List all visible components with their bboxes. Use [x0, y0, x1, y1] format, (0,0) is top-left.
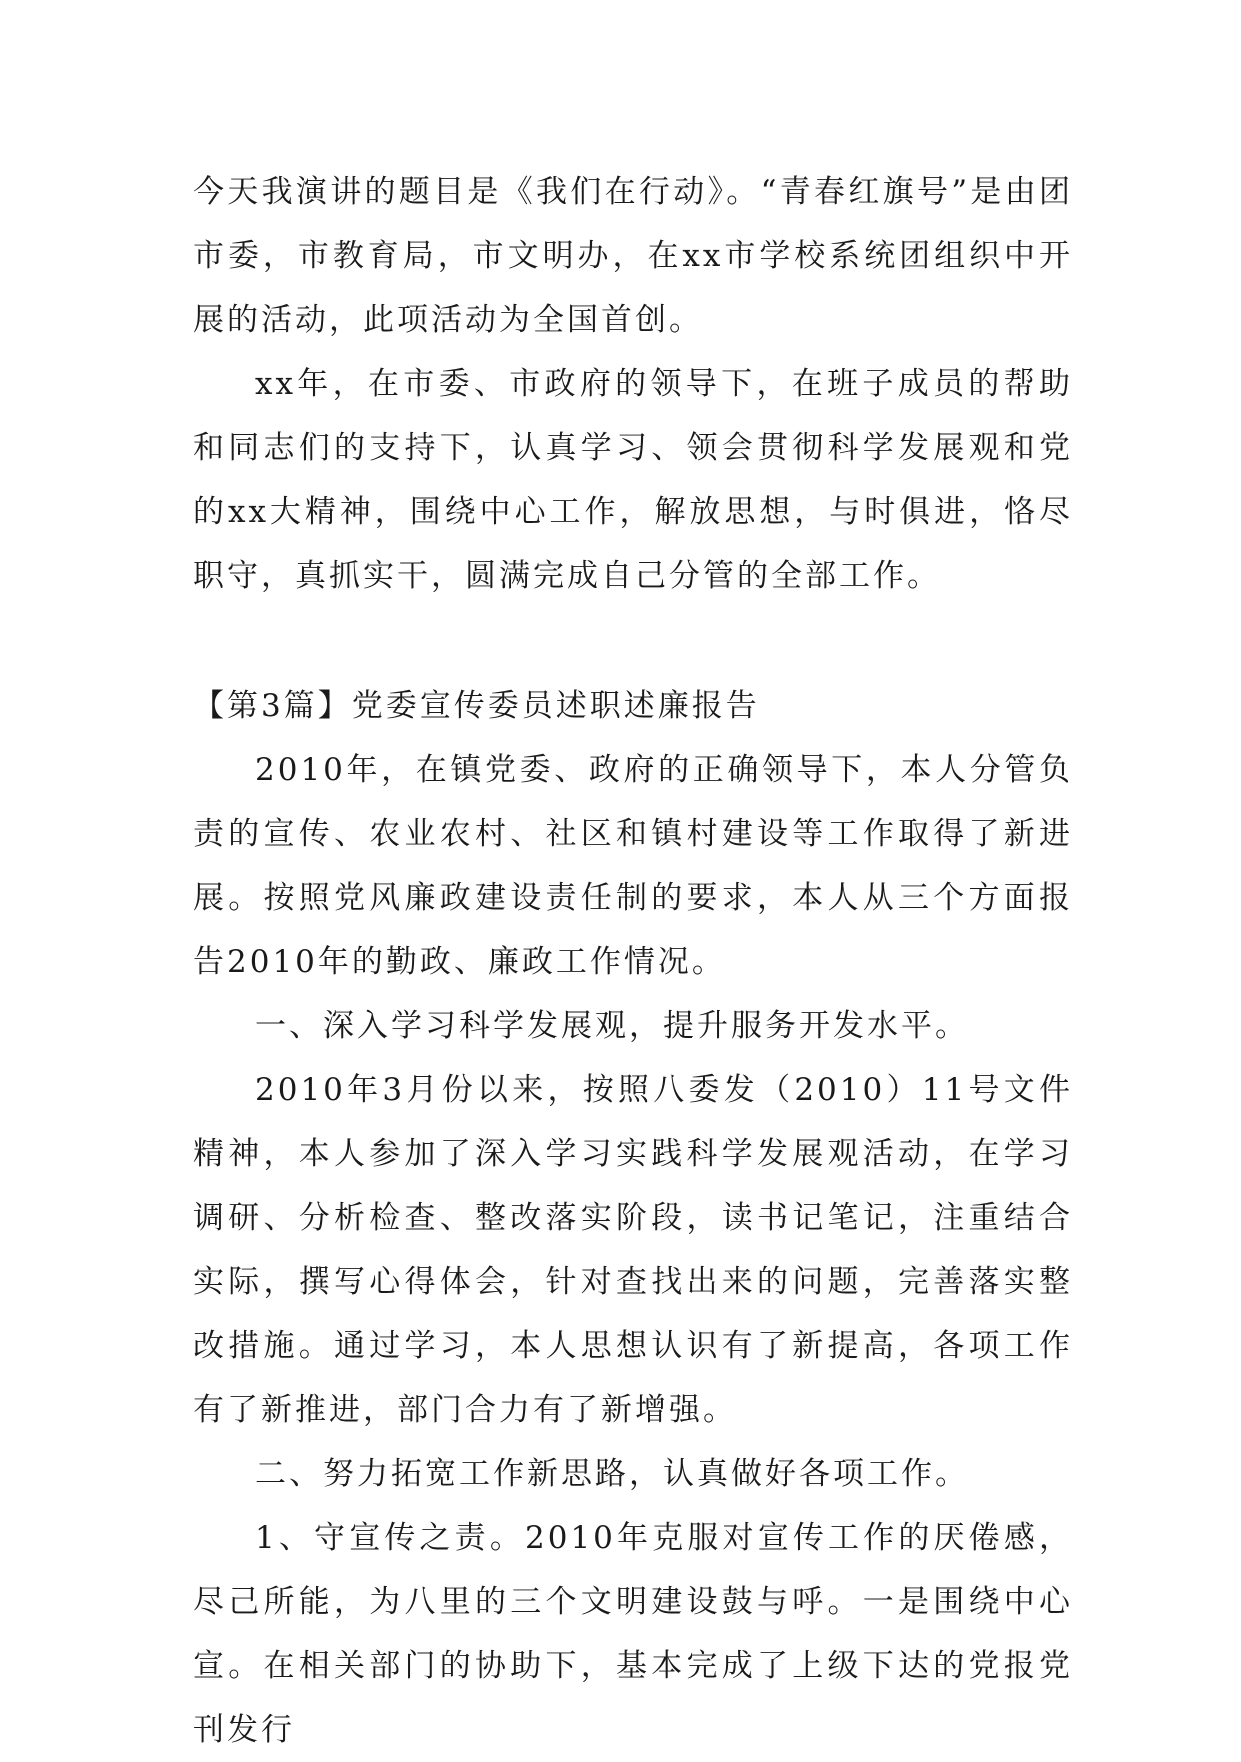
paragraph-section-one-body: 2010年3月份以来，按照八委发（2010）11号文件精神，本人参加了深入学习实践科学发展观活动，在学习调研、分析检查、整改落实阶段，读书记笔记，注重结合实际，撰写心得体会，针对查找出来的问题，完善落实整改措施。通过学习，本人思想认识有了新提高，各项工作有了新推进，部门合力有了新增强。 — [193, 1072, 1073, 1428]
paragraph-section-one-heading: 一、深入学习科学发展观，提升服务开发水平。 — [255, 1008, 969, 1044]
document-body — [193, 160, 1073, 1762]
paragraph-report-intro: 2010年，在镇党委、政府的正确领导下，本人分管负责的宣传、农业农村、社区和镇村建设等工作取得了新进展。按照党风廉政建设责任制的要求，本人从三个方面报告2010年的勤政、廉政工作情况。 — [193, 752, 1073, 980]
paragraph-speech-topic: 今天我演讲的题目是《我们在行动》。“青春红旗号”是由团市委，市教育局，市文明办，在xx市学校系统团组织中开展的活动，此项活动为全国首创。 — [193, 174, 1073, 338]
paragraph-propaganda-duty: 1、守宣传之责。2010年克服对宣传工作的厌倦感，尽己所能，为八里的三个文明建设鼓与呼。一是围绕中心宣。在相关部门的协助下，基本完成了上级下达的党报党刊发行 — [193, 1520, 1073, 1748]
paragraph-section-two-heading: 二、努力拓宽工作新思路，认真做好各项工作。 — [255, 1456, 969, 1492]
section-title: 【第3篇】党委宣传委员述职述廉报告 — [193, 688, 760, 724]
paragraph-annual-summary: xx年，在市委、市政府的领导下，在班子成员的帮助和同志们的支持下，认真学习、领会贯彻科学发展观和党的xx大精神，围绕中心工作，解放思想，与时俱进，恪尽职守，真抓实干，圆满完成自己分管的全部工作。 — [193, 366, 1073, 594]
